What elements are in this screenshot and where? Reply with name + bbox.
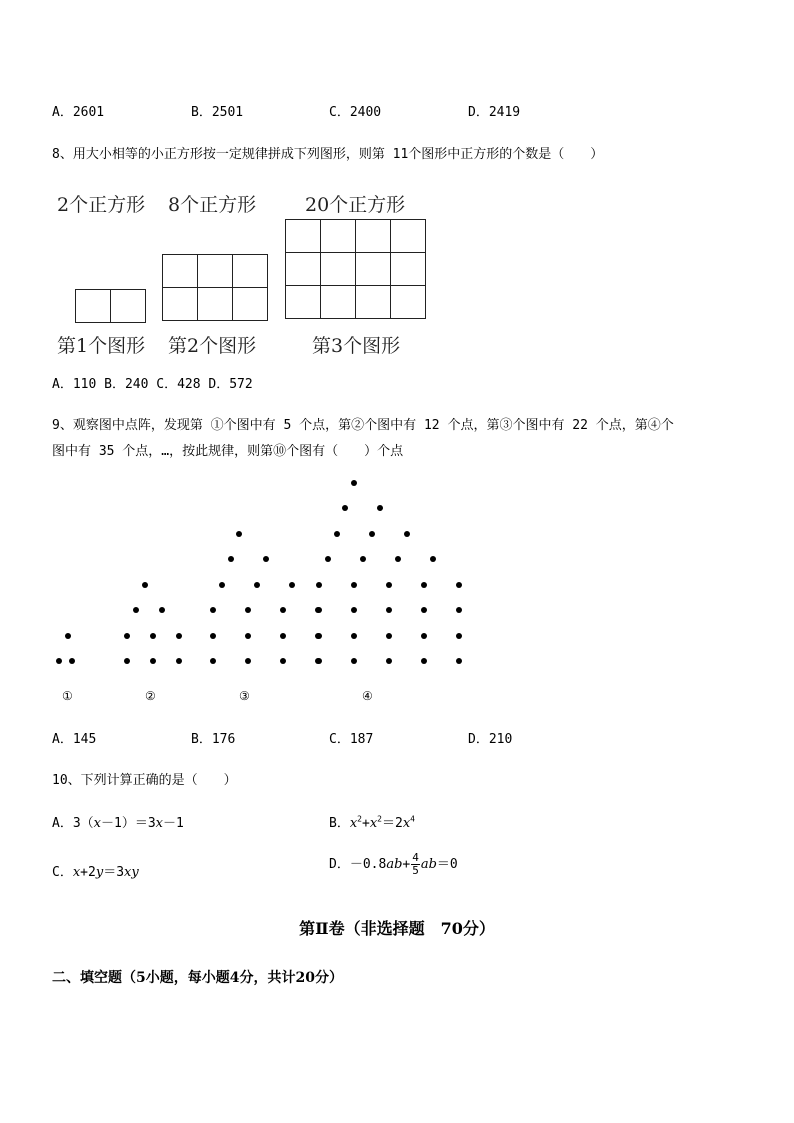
lattice-dot [351,582,357,588]
lattice-dot [210,607,216,613]
lattice-dot [421,582,427,588]
lattice-dot [280,658,286,664]
q8-shape-2 [162,254,268,321]
lattice-dot [456,658,462,664]
q9-label-1: ① [62,689,73,703]
q7-option-d: D．2419 [468,105,521,120]
lattice-dot [245,633,251,639]
q9-option-d: D．210 [468,732,513,747]
lattice-dot [236,531,242,537]
lattice-dot [280,607,286,613]
q9-option-a: A．145 [52,732,97,747]
lattice-dot [386,607,392,613]
lattice-dot [377,505,383,511]
q9-stem-line1: 9、观察图中点阵，发现第 ①个图中有 5 个点，第②个图中有 12 个点，第③个图中有 22 个点，第④个 [52,418,674,433]
q8-name-3: 第3个图形 [312,335,401,357]
lattice-dot [159,607,165,613]
lattice-dot [421,607,427,613]
section-fill-blank-heading: 二、填空题（5小题，每小题4分，共计20分） [52,970,343,986]
lattice-dot [69,658,75,664]
q7-option-a: A．2601 [52,105,105,120]
lattice-dot [219,582,225,588]
lattice-dot [351,607,357,613]
lattice-dot [351,658,357,664]
lattice-dot [133,607,139,613]
q9-label-2: ② [145,689,156,703]
lattice-dot [228,556,234,562]
lattice-dot [210,633,216,639]
lattice-dot [351,633,357,639]
lattice-dot [421,658,427,664]
lattice-dot [124,633,130,639]
lattice-dot [386,582,392,588]
fraction-four-fifths: $\frac{4}{5}$ [412,851,419,877]
lattice-dot [245,658,251,664]
lattice-dot [325,556,331,562]
lattice-dot [421,633,427,639]
lattice-dot [176,658,182,664]
lattice-dot [351,480,357,486]
lattice-dot [456,582,462,588]
part2-title: 第Ⅱ卷（非选择题 70分） [299,919,495,938]
lattice-dot [150,658,156,664]
lattice-dot [404,531,410,537]
lattice-dot [316,582,322,588]
lattice-dot [456,607,462,613]
q8-count-1: 2个正方形 [57,194,146,216]
lattice-dot [456,633,462,639]
q8-count-2: 8个正方形 [168,194,257,216]
lattice-dot [280,633,286,639]
lattice-dot [210,658,216,664]
lattice-dot [395,556,401,562]
lattice-dot [142,582,148,588]
lattice-dot [334,531,340,537]
q7-option-c: C．2400 [329,105,382,120]
q7-option-b: B．2501 [191,105,244,120]
lattice-dot [289,582,295,588]
lattice-dot [369,531,375,537]
lattice-dot [150,633,156,639]
q8-count-3: 20个正方形 [305,194,406,216]
q9-option-b: B．176 [191,732,236,747]
q9-stem-line2: 图中有 35 个点，…，按此规律，则第⑩个图有（ ）个点 [52,444,404,459]
lattice-dot [360,556,366,562]
q10-option-a: A．3（x－1）＝3x－1 [52,816,184,831]
q10-option-c: C．x+2y＝3xy [52,865,139,880]
lattice-dot [65,633,71,639]
lattice-dot [386,658,392,664]
lattice-dot [430,556,436,562]
q8-shape-1 [75,289,146,323]
lattice-dot [176,633,182,639]
lattice-dot [263,556,269,562]
q10-option-b: B．$x^2+x^2=2x^4$ [329,814,415,831]
lattice-dot [245,607,251,613]
q10-stem: 10、下列计算正确的是（ ） [52,773,237,788]
q9-label-3: ③ [239,689,250,703]
lattice-dot [316,607,322,613]
lattice-dot [254,582,260,588]
q8-options: A．110 B．240 C．428 D．572 [52,377,253,392]
q8-stem: 8、用大小相等的小正方形按一定规律拼成下列图形，则第 11个图形中正方形的个数是（ ） [52,147,604,162]
q8-shape-3 [285,219,426,319]
q10-option-d: D．－0.8ab+ $\frac{4}{5}$ ab＝0 [329,851,458,877]
lattice-dot [342,505,348,511]
lattice-dot [124,658,130,664]
q8-name-2: 第2个图形 [168,335,257,357]
lattice-dot [316,633,322,639]
lattice-dot [386,633,392,639]
q9-option-c: C．187 [329,732,374,747]
lattice-dot [56,658,62,664]
lattice-dot [316,658,322,664]
q8-name-1: 第1个图形 [57,335,146,357]
q9-label-4: ④ [362,689,373,703]
